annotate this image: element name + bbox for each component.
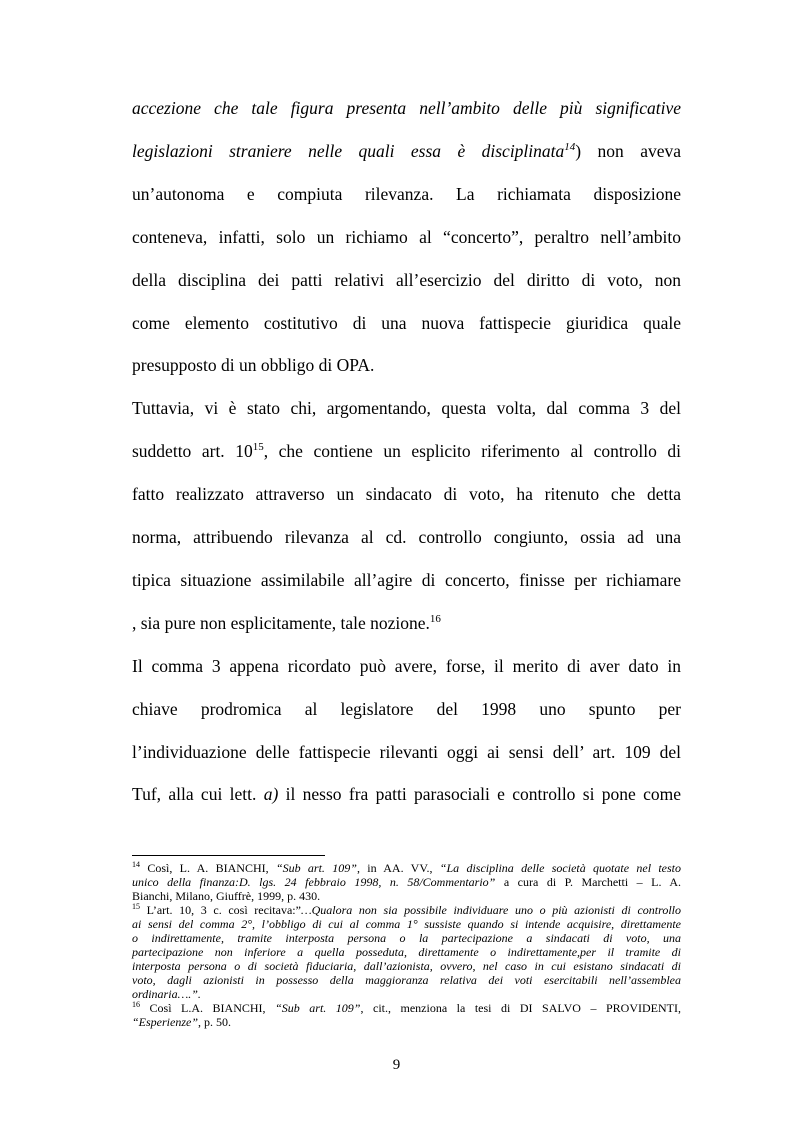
footnote-line (132, 903, 681, 917)
body-line (132, 783, 681, 805)
text-run: accezione che tale figura presenta nell’ambito delle più significative (132, 98, 681, 118)
text-run: norma, attribuendo rilevanza al cd. controllo congiunto, ossia ad una (132, 527, 681, 547)
text-run: interposta persona o di società fiduciaria, dall’azionista, ovvero, nel caso in cui esistano sindacati di (132, 959, 681, 973)
body-line (132, 526, 681, 548)
text-run: a cura di P. Marchetti – L. A. (495, 875, 681, 889)
text-run: “Sub art. 109” (275, 1001, 361, 1015)
footnote-ref: 14 (564, 141, 576, 154)
text-run: , in AA. VV., (356, 861, 440, 875)
text-run: Tuttavia, vi è stato chi, argomentando, questa volta, dal comma 3 del (132, 398, 681, 419)
text-run: , che contiene un esplicito riferimento al controllo di (263, 441, 681, 462)
text-run: Il comma 3 appena ricordato può avere, forse, il merito di aver dato in (132, 655, 681, 676)
text-run: , sia pure non esplicitamente, tale nozione. (132, 612, 430, 633)
footnote-line (132, 1001, 681, 1015)
footnote-ref: 15 (132, 902, 140, 911)
text-run: suddetto art. 10 (132, 441, 253, 462)
text-run: fatto realizzato attraverso un sindacato di voto, ha ritenuto che detta (132, 484, 681, 505)
text-run: l’individuazione delle fattispecie rilevanti oggi ai sensi dell’ art. 109 del (132, 741, 681, 762)
text-run: o indirettamente, tramite interposta persona o la partecipazione a sindacati di voto, una (132, 931, 681, 945)
footnote-ref: 15 (252, 441, 264, 454)
footnote-line (132, 875, 681, 889)
footnote-ref: 16 (429, 612, 441, 625)
body-line (132, 440, 681, 462)
text-run: unico della finanza:D. lgs. 24 febbraio 1998, n. 58/Commentario” (132, 875, 496, 889)
text-run: partecipazione non inferiore a quella posseduta, direttamente o indirettamente,per il tramite di (132, 945, 681, 959)
footnote-separator (132, 855, 325, 856)
text-run: presupposto di un obbligo di OPA. (132, 355, 375, 376)
footnote-line (132, 959, 681, 973)
body-line (132, 183, 681, 205)
text-run: legislazioni straniere nelle quali essa è disciplinata (132, 140, 565, 161)
footnote-ref: 16 (132, 1000, 140, 1009)
body-line (132, 226, 681, 248)
text-run: ) non aveva (575, 140, 681, 161)
text-run: ordinaria….”. (132, 987, 201, 1001)
text-run: a) (263, 784, 279, 805)
text-run: “Esperienze” (132, 1015, 198, 1029)
text-run: voto, dagli azionisti in possesso della maggioranza relativa dei voti esercitabili nell’assemblea (132, 973, 681, 987)
body-line (132, 140, 681, 162)
footnote-line (132, 945, 681, 959)
footnote-line (132, 987, 681, 1001)
body-line (132, 698, 681, 720)
body-line (132, 397, 681, 419)
text-run: , p. 50. (198, 1015, 231, 1029)
text-run: “La disciplina delle società quotate nel testo (439, 861, 682, 875)
body-line (132, 354, 681, 376)
text-run: della disciplina dei patti relativi all’esercizio del diritto di voto, non (132, 269, 681, 290)
body-line (132, 612, 681, 634)
page-number: 9 (392, 1057, 401, 1073)
text-run: conteneva, infatti, solo un richiamo al “concerto”, peraltro nell’ambito (132, 226, 681, 247)
body-line (132, 569, 681, 591)
footnote-ref: 14 (132, 860, 140, 869)
text-run: Così L.A. BIANCHI, (140, 1001, 276, 1015)
text-run: come elemento costitutivo di una nuova fattispecie giuridica quale (132, 312, 681, 333)
text-run: un’autonoma e compiuta rilevanza. La richiamata disposizione (132, 183, 681, 204)
footnote-line (132, 931, 681, 945)
body-line (132, 312, 681, 334)
footnote-line (132, 973, 681, 987)
text-run: Così, L. A. BIANCHI, (140, 861, 276, 875)
text-run: “Sub art. 109” (275, 861, 357, 875)
text-run: Tuf, alla cui lett. (132, 784, 264, 805)
footnote-line (132, 861, 681, 875)
text-run: …Qualora non sia possibile individuare uno o più azionisti di controllo (300, 903, 681, 917)
body-line (132, 483, 681, 505)
footnote-line (132, 917, 681, 931)
footnote-line (132, 1015, 681, 1029)
text-run: tipica situazione assimilabile all’agire di concerto, finisse per richiamare (132, 569, 681, 590)
body-line (132, 97, 681, 119)
text-run: ai sensi del comma 2°, l’obbligo di cui al comma 1° sussiste quando si intende acquisire, direttamente (132, 917, 681, 931)
text-run: il nesso fra patti parasociali e controllo si pone come (278, 784, 681, 805)
body-line (132, 269, 681, 291)
body-line (132, 741, 681, 763)
text-run: L’art. 10, 3 c. così recitava:” (140, 903, 301, 917)
body-line (132, 655, 681, 677)
footnote-line (132, 889, 681, 903)
text-run: , cit., menziona la tesi di DI SALVO – PROVIDENTI, (360, 1001, 681, 1015)
text-run: Bianchi, Milano, Giuffrè, 1999, p. 430. (132, 889, 321, 903)
text-run: chiave prodromica al legislatore del 1998 uno spunto per (132, 698, 681, 719)
